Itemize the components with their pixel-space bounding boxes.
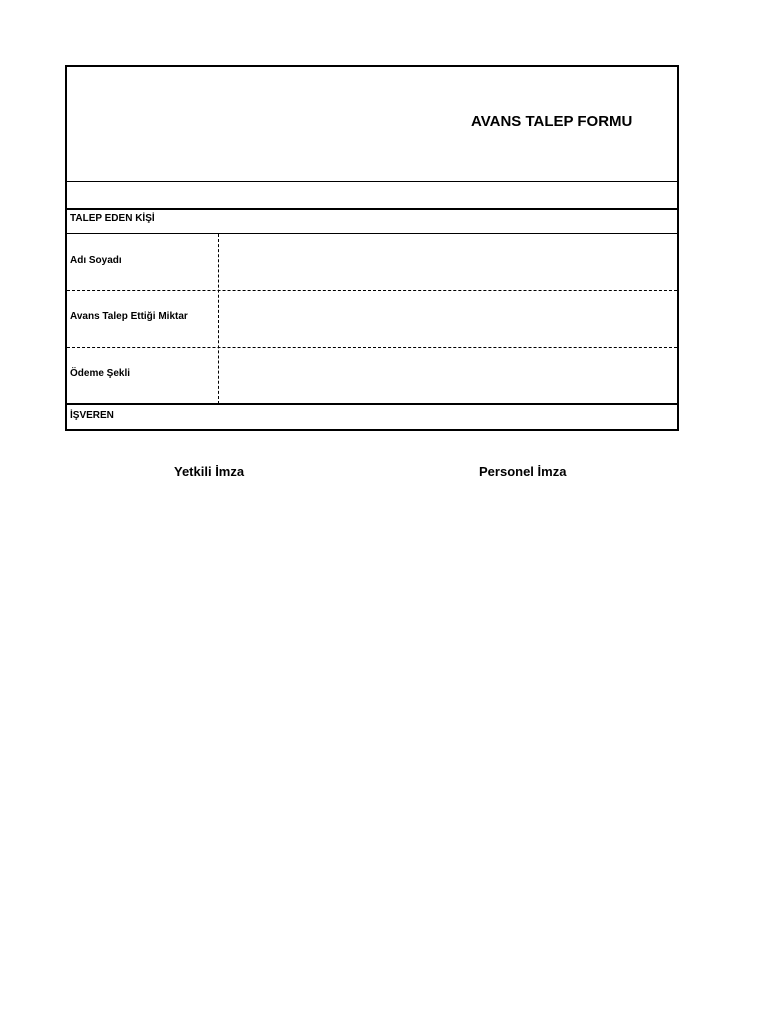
amount-field[interactable] — [219, 291, 677, 347]
header-divider — [67, 181, 677, 182]
advance-request-form — [65, 65, 679, 431]
payment-method-label: Ödeme Şekli — [70, 368, 131, 379]
section-employer-label: İŞVEREN — [70, 410, 114, 421]
authorized-signature-label: Yetkili İmza — [174, 464, 245, 479]
section-divider — [67, 208, 677, 210]
amount-label: Avans Talep Ettiği Miktar — [70, 311, 188, 322]
employer-divider — [67, 403, 677, 405]
name-field[interactable] — [219, 234, 677, 290]
name-label: Adı Soyadı — [70, 255, 122, 266]
personnel-signature-label: Personel İmza — [479, 464, 567, 479]
payment-method-field[interactable] — [219, 348, 677, 404]
form-title: AVANS TALEP FORMU — [471, 113, 633, 130]
section-requester-label: TALEP EDEN KİŞİ — [70, 213, 155, 224]
